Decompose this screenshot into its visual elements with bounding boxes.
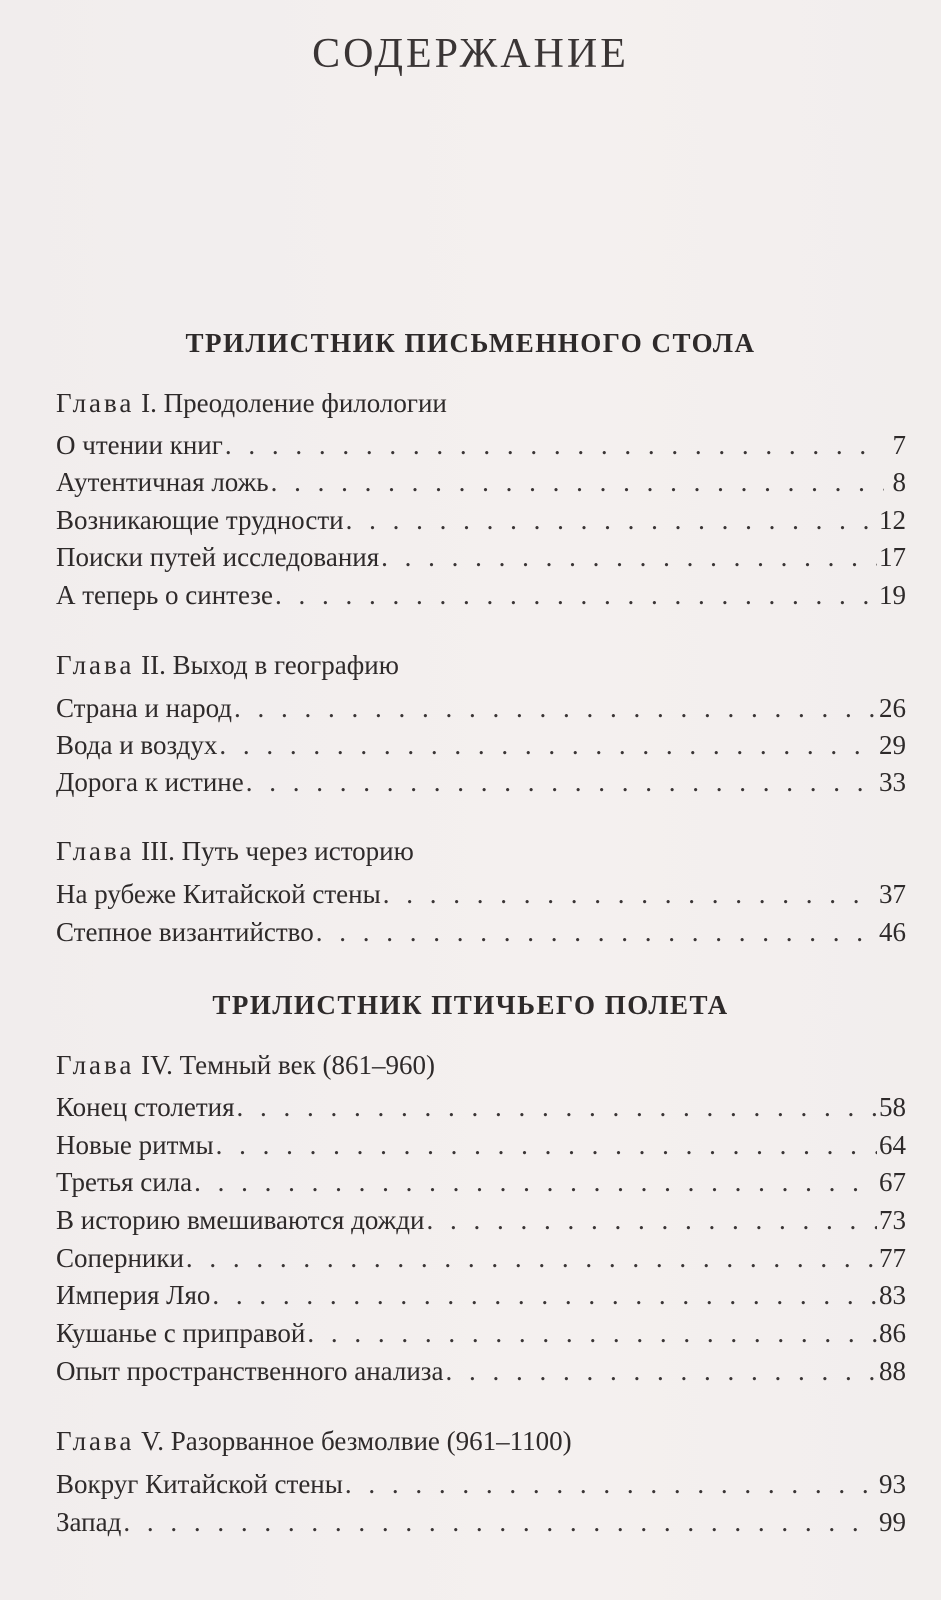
chapter-heading — [56, 650, 399, 681]
toc-entry[interactable] — [56, 430, 906, 466]
entry-title: Дорога к истине — [56, 767, 244, 797]
page-number: 58 — [879, 1092, 906, 1122]
chapter-name: IV. Темный век (861–960) — [141, 1050, 435, 1080]
dot-leader — [445, 1356, 877, 1387]
chapter-heading — [56, 836, 414, 867]
page-number: 77 — [879, 1243, 906, 1273]
chapter-label: Глава — [56, 1426, 135, 1456]
page-number: 88 — [879, 1356, 906, 1386]
dot-leader — [316, 917, 877, 948]
toc-entry[interactable] — [56, 1507, 906, 1543]
toc-entry[interactable] — [56, 1318, 906, 1354]
dot-leader — [225, 430, 884, 461]
toc-entry[interactable] — [56, 1280, 906, 1316]
entry-title: Империя Ляо — [56, 1280, 211, 1310]
entry-title: Опыт пространственного анализа — [56, 1356, 444, 1386]
toc-entry[interactable] — [56, 542, 906, 578]
entry-title: Вокруг Китайской стены — [56, 1469, 343, 1499]
page-number: 73 — [879, 1205, 906, 1235]
chapter-name: V. Разорванное безмолвие (961–1100) — [141, 1426, 572, 1456]
toc-entry[interactable] — [56, 917, 906, 953]
entry-title: Страна и народ — [56, 693, 233, 723]
dot-leader — [186, 1243, 877, 1274]
page-number: 99 — [879, 1507, 906, 1537]
toc-entry[interactable] — [56, 1243, 906, 1279]
part-heading: ТРИЛИСТНИК ПИСЬМЕННОГО СТОЛА — [185, 328, 756, 358]
page-number: 37 — [879, 879, 906, 909]
toc-entry[interactable] — [56, 1469, 906, 1505]
toc-entry[interactable] — [56, 505, 906, 541]
chapter-label: Глава — [56, 836, 135, 866]
toc-entry[interactable] — [56, 767, 906, 803]
chapter-label: Глава — [56, 1050, 135, 1080]
entry-title: Степное византийство — [56, 917, 314, 947]
toc-entry[interactable] — [56, 879, 906, 915]
page-number: 93 — [879, 1469, 906, 1499]
dot-leader — [271, 467, 884, 498]
chapter-name: III. Путь через историю — [141, 836, 414, 866]
page-number: 67 — [879, 1167, 906, 1197]
toc-entry[interactable] — [56, 467, 906, 503]
page-number: 33 — [879, 767, 906, 797]
chapter-heading — [56, 1426, 572, 1457]
dot-leader — [123, 1507, 877, 1538]
toc-entry[interactable] — [56, 730, 906, 766]
page-number: 17 — [879, 542, 906, 572]
chapter-name: I. Преодоление филологии — [141, 388, 447, 418]
dot-leader — [219, 730, 877, 761]
chapter-label: Глава — [56, 388, 135, 418]
dot-leader — [346, 505, 877, 536]
entry-title: Третья сила — [56, 1167, 193, 1197]
chapter-label: Глава — [56, 650, 135, 680]
entry-title: Соперники — [56, 1243, 184, 1273]
page-number: 86 — [879, 1318, 906, 1348]
page-number: 46 — [879, 917, 906, 947]
dot-leader — [237, 1092, 878, 1123]
toc-entry[interactable] — [56, 1356, 906, 1392]
toc-entry[interactable] — [56, 693, 906, 729]
chapter-heading — [56, 1050, 435, 1081]
entry-title: О чтении книг — [56, 430, 223, 460]
entry-title: Аутентичная ложь — [56, 467, 269, 497]
entry-title: Конец столетия — [56, 1092, 235, 1122]
page-number: 8 — [892, 467, 906, 497]
page-number: 29 — [879, 730, 906, 760]
entry-title: На рубеже Китайской стены — [56, 879, 381, 909]
page-number: 26 — [879, 693, 906, 723]
entry-title: В историю вмешиваются дожди — [56, 1205, 425, 1235]
dot-leader — [275, 580, 877, 611]
entry-title: Вода и воздух — [56, 730, 218, 760]
page-number: 12 — [879, 505, 906, 535]
dot-leader — [383, 879, 877, 910]
dot-leader — [216, 1130, 877, 1161]
chapter-name: II. Выход в географию — [141, 650, 399, 680]
entry-title: Новые ритмы — [56, 1130, 214, 1160]
dot-leader — [246, 767, 877, 798]
entry-title: Поиски путей исследования — [56, 542, 380, 572]
dot-leader — [194, 1167, 877, 1198]
page-number: 64 — [879, 1130, 906, 1160]
chapter-heading — [56, 388, 447, 419]
entry-title: А теперь о синтезе — [56, 580, 273, 610]
entry-title: Запад — [56, 1507, 122, 1537]
dot-leader — [212, 1280, 877, 1311]
page-number: 83 — [879, 1280, 906, 1310]
part-heading: ТРИЛИСТНИК ПТИЧЬЕГО ПОЛЕТА — [212, 990, 729, 1020]
toc-entry[interactable] — [56, 1092, 906, 1128]
toc-entry[interactable] — [56, 580, 906, 616]
entry-title: Кушанье с приправой — [56, 1318, 306, 1348]
page-number: 7 — [892, 430, 906, 460]
dot-leader — [381, 542, 877, 573]
page-title: СОДЕРЖАНИЕ — [312, 31, 629, 77]
entry-title: Возникающие трудности — [56, 505, 344, 535]
toc-entry[interactable] — [56, 1167, 906, 1203]
dot-leader — [307, 1318, 877, 1349]
toc-entry[interactable] — [56, 1205, 906, 1241]
dot-leader — [426, 1205, 877, 1236]
dot-leader — [345, 1469, 877, 1500]
toc-entry[interactable] — [56, 1130, 906, 1166]
page-number: 19 — [879, 580, 906, 610]
dot-leader — [234, 693, 877, 724]
